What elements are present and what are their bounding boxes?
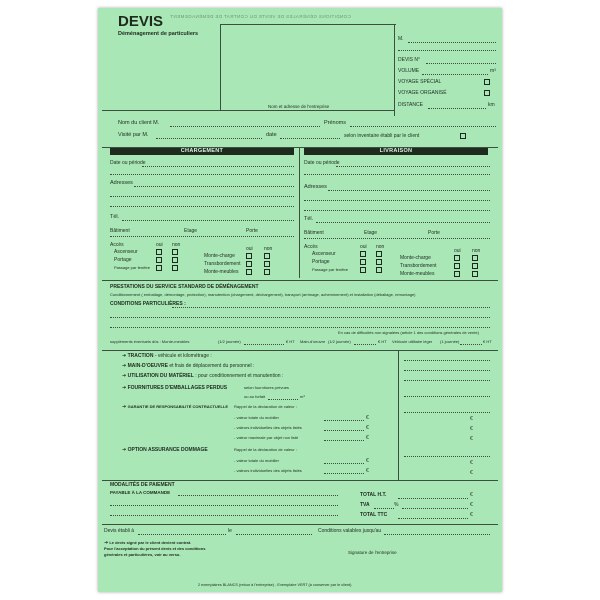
form-subtitle: Déménagement de particuliers	[118, 31, 199, 37]
livraison-oui-1: oui	[360, 244, 367, 250]
arrow-icon: ➜	[122, 385, 127, 391]
fournitures-unit: m³	[300, 394, 305, 399]
euro-1: €	[366, 415, 369, 421]
traction-desc: - véhicule et kilométrage :	[154, 353, 212, 359]
option-valeurs-listees: - valeurs individuelles des objets listés	[234, 468, 302, 473]
livraison-passage-label: Passage par fenêtre	[312, 267, 349, 272]
distance-label: DISTANCE	[398, 102, 423, 108]
garantie-label: GARANTIE DE RESPONSABILITÉ CONTRACTUELLE	[127, 404, 229, 409]
livraison-transbordement-label: Transbordement	[400, 263, 437, 269]
show-through-banner: CONDITIONS GÉNÉRALES DE VENTE DU CONTRAT DE DÉMÉNAGEMENT	[170, 14, 351, 19]
chargement-transbordement-label: Transbordement	[204, 261, 241, 267]
livraison-monte-meubles-non[interactable]	[472, 271, 478, 277]
valeur-max-field[interactable]	[324, 440, 364, 441]
chargement-passage-oui[interactable]	[156, 265, 162, 271]
note-line-2: Pour l'acceptation du présent devis et des conditions	[104, 546, 206, 551]
vehicule-label: Véhicule utilitaire léger	[392, 339, 433, 344]
conditions-particulieres-field[interactable]	[172, 307, 490, 308]
main-oeuvre-duration: (1/2 journée)	[328, 339, 351, 344]
chargement-passage-non[interactable]	[172, 265, 178, 271]
chargement-monte-meubles-oui[interactable]	[246, 269, 252, 275]
materiel-desc: : pour conditionnement et manutention :	[195, 373, 284, 379]
euro-col-5: €	[470, 470, 473, 476]
devis-le-label: le	[228, 528, 232, 534]
livraison-ascenseur-non[interactable]	[376, 251, 382, 257]
garantie-rappel: Rappel de la déclaration de valeur :	[234, 404, 297, 409]
euro-2: €	[366, 425, 369, 431]
difficultes-note: En cas de difficultés non signalées (article 1 des conditions générales de vente)	[338, 330, 479, 335]
livraison-porte-label: Porte	[428, 230, 440, 236]
chargement-monte-meubles-label: Monte-meubles	[204, 269, 239, 275]
monte-meubles-currency: € HT	[286, 339, 295, 344]
client-firstname-field[interactable]	[350, 126, 496, 127]
chargement-passage-label: Passage par fenêtre	[114, 265, 151, 270]
chargement-date-label: Date ou période	[110, 160, 146, 166]
chargement-monte-charge-non[interactable]	[264, 253, 270, 259]
volume-unit: m³	[490, 68, 496, 74]
euro-5: €	[366, 468, 369, 474]
form-title: DEVIS	[118, 13, 164, 30]
euro-3: €	[366, 435, 369, 441]
chargement-oui-1: oui	[156, 242, 163, 248]
voyage-organise-checkbox[interactable]	[484, 90, 490, 96]
livraison-oui-2: oui	[454, 248, 461, 254]
chargement-portage-non[interactable]	[172, 257, 178, 263]
validite-field[interactable]	[384, 534, 490, 535]
conditions-particulieres-label: CONDITIONS PARTICULIÈRES :	[110, 301, 186, 307]
main-oeuvre-label: MAIN-D'OEUVRE	[127, 363, 168, 369]
chargement-date-field[interactable]	[142, 166, 294, 167]
validite-label: Conditions valables jusqu'au	[318, 528, 382, 534]
total-ttc-currency: €	[470, 512, 473, 518]
chargement-address-label: Adresses	[110, 180, 133, 186]
devis-date-field[interactable]	[236, 534, 312, 535]
supplements-label: suppléments éventuels dûs : Monte-meubles	[110, 339, 190, 344]
livraison-transbordement-non[interactable]	[472, 263, 478, 269]
voyage-organise-label: VOYAGE ORGANISÉ	[398, 90, 447, 96]
livraison-monte-meubles-oui[interactable]	[454, 271, 460, 277]
materiel-price-field[interactable]	[404, 380, 490, 381]
client-firstname-label: Prénoms	[324, 120, 347, 126]
traction-label: TRACTION	[127, 353, 154, 359]
euro-col-2: €	[470, 426, 473, 432]
chargement-portage-oui[interactable]	[156, 257, 162, 263]
livraison-non-1: non	[376, 244, 385, 250]
livraison-address-label: Adresses	[304, 184, 327, 190]
paiement-title: MODALITÉS DE PAIEMENT	[110, 482, 175, 488]
visit-date-label: date	[266, 132, 277, 138]
main-oeuvre-currency: € HT	[378, 339, 387, 344]
company-caption: Nom et adresse de l'entreprise	[268, 104, 330, 109]
option-valeurs-listees-field[interactable]	[324, 473, 364, 474]
chargement-ascenseur-label: Ascenseur	[114, 249, 138, 255]
prestations-title: PRESTATIONS DU SERVICE STANDARD DE DÉMÉNAGEMENT	[110, 284, 259, 290]
main-oeuvre-supplement-label: Main-d'oeuvre	[300, 339, 326, 344]
fournitures-label: FOURNITURES D'EMBALLAGES PERDUS	[127, 385, 228, 391]
euro-col-3: €	[470, 436, 473, 442]
livraison-address-field[interactable]	[328, 190, 490, 191]
option-price-field[interactable]	[404, 456, 490, 457]
chargement-acces-label: Accès	[110, 242, 124, 248]
garantie-price-field[interactable]	[404, 412, 490, 413]
livraison-transbordement-oui[interactable]	[454, 263, 460, 269]
tva-amount-field[interactable]	[402, 508, 468, 509]
quote-form-sheet	[98, 8, 502, 592]
total-ht-field[interactable]	[398, 498, 468, 499]
chargement-portage-label: Portage	[114, 257, 132, 263]
paiement-commande: PAYABLE À LA COMMANDE	[110, 490, 171, 495]
devis-number-label: DEVIS N°	[398, 57, 421, 63]
arrow-icon: ➜	[104, 540, 109, 546]
livraison-date-label: Date ou période	[304, 160, 340, 166]
client-name-field[interactable]	[170, 126, 320, 127]
chargement-oui-2: oui	[246, 246, 253, 252]
garantie-valeur-max: - valeur maximale par objet non listé	[234, 435, 299, 440]
livraison-monte-charge-oui[interactable]	[454, 255, 460, 261]
monte-meubles-price-field[interactable]	[244, 344, 284, 345]
materiel-label: UTILISATION DU MATÉRIEL	[127, 373, 194, 379]
inventory-checkbox[interactable]	[460, 133, 466, 139]
chargement-monte-charge-oui[interactable]	[246, 253, 252, 259]
vehicule-currency: € HT	[483, 339, 492, 344]
livraison-tel-label: Tél.	[304, 216, 314, 222]
euro-col-1: €	[470, 416, 473, 422]
vehicule-duration: (1 journée)	[440, 339, 460, 344]
chargement-ascenseur-non[interactable]	[172, 249, 178, 255]
note-line-1: Le devis signé par le client devient contrat.	[109, 540, 192, 545]
voyage-special-label: VOYAGE SPÉCIAL	[398, 79, 442, 85]
vehicule-price-field[interactable]	[460, 344, 482, 345]
devis-etabli-field[interactable]	[138, 534, 226, 535]
livraison-portage-oui[interactable]	[360, 259, 366, 265]
livraison-acces-label: Accès	[304, 244, 318, 250]
livraison-monte-charge-label: Monte-charge	[400, 255, 431, 261]
total-ttc-label: TOTAL TTC	[360, 512, 388, 518]
volume-label: VOLUME	[398, 68, 420, 74]
option-valeur-totale: - valeur totale du mobilier	[234, 458, 279, 463]
traction-price-field[interactable]	[404, 360, 490, 361]
prestations-text: Conditionnement ( emballage, démontage, protection), manutention (chargement, déchargement), transport (arrimage, acheminement) et installation (déballage, remontage)	[110, 292, 416, 297]
livraison-date-field[interactable]	[336, 166, 490, 167]
distance-unit: km	[488, 102, 495, 108]
livraison-non-2: non	[472, 248, 481, 254]
livraison-ascenseur-oui[interactable]	[360, 251, 366, 257]
chargement-batiment-label: Bâtiment	[110, 228, 130, 234]
livraison-monte-meubles-label: Monte-meubles	[400, 271, 435, 277]
paiement-commande-field[interactable]	[178, 495, 338, 496]
chargement-porte-label: Porte	[246, 228, 258, 234]
chargement-monte-meubles-non[interactable]	[264, 269, 270, 275]
chargement-etage-label: Etage	[184, 228, 198, 234]
livraison-passage-non[interactable]	[376, 267, 382, 273]
livraison-passage-oui[interactable]	[360, 267, 366, 273]
chargement-monte-charge-label: Monte-charge	[204, 253, 235, 259]
garantie-valeurs-listees: - valeurs individuelles des objets listés	[234, 425, 302, 430]
livraison-batiment-label: Bâtiment	[304, 230, 324, 236]
euro-col-4: €	[470, 460, 473, 466]
fournitures-forfait-field[interactable]	[268, 399, 298, 400]
chargement-header: CHARGEMENT	[110, 148, 294, 155]
visited-by-label: Visité par M.	[118, 132, 149, 138]
livraison-monte-charge-non[interactable]	[472, 255, 478, 261]
chargement-tel-label: Tél.	[110, 214, 120, 220]
fournitures-desc1: selon fournitures prévues	[244, 385, 289, 390]
voyage-special-checkbox[interactable]	[484, 79, 490, 85]
arrow-icon: ➜	[122, 363, 127, 369]
tva-percent: %	[394, 502, 399, 508]
fournitures-desc2: ou au forfait	[244, 394, 266, 399]
devis-etabli-label: Devis établi à	[104, 528, 135, 534]
arrow-icon: ➜	[122, 353, 127, 359]
total-ht-currency: €	[470, 492, 473, 498]
chargement-ascenseur-oui[interactable]	[156, 249, 162, 255]
client-name-label: Nom du client M.	[118, 120, 160, 126]
tva-currency: €	[470, 502, 473, 508]
chargement-transbordement-oui[interactable]	[246, 261, 252, 267]
total-ttc-field[interactable]	[398, 518, 468, 519]
signature-label: Signature de l'entreprise	[348, 550, 397, 555]
option-rappel: Rappel de la déclaration de valeur :	[234, 447, 297, 452]
livraison-tel-field[interactable]	[316, 222, 490, 223]
main-oeuvre-desc: et frais de déplacement du personnel :	[169, 363, 255, 369]
arrow-icon: ➜	[122, 373, 127, 379]
livraison-etage-label: Etage	[364, 230, 378, 236]
livraison-portage-label: Portage	[312, 259, 330, 265]
arrow-icon: ➜	[122, 404, 127, 410]
option-valeur-totale-field[interactable]	[324, 463, 364, 464]
valeur-totale-field[interactable]	[324, 420, 364, 421]
monte-meubles-duration: (1/2 journée)	[218, 339, 241, 344]
visit-date-field[interactable]	[280, 138, 340, 139]
tva-rate-field[interactable]	[374, 508, 394, 509]
total-ht-label: TOTAL H.T.	[360, 492, 387, 498]
chargement-non-2: non	[264, 246, 273, 252]
recipient-label: M.	[398, 36, 404, 42]
visited-by-field[interactable]	[156, 138, 262, 139]
chargement-transbordement-non[interactable]	[264, 261, 270, 267]
livraison-ascenseur-label: Ascenseur	[312, 251, 336, 257]
livraison-header: LIVRAISON	[304, 148, 488, 155]
note-line-3: générales et particulières, voir au verso.	[104, 552, 181, 557]
euro-4: €	[366, 458, 369, 464]
chargement-tel-field[interactable]	[122, 220, 294, 221]
inventory-label: selon inventaire établi par le client	[344, 133, 420, 139]
arrow-icon: ➜	[122, 447, 127, 453]
tva-label: TVA	[360, 502, 370, 508]
valeurs-listees-field[interactable]	[324, 430, 364, 431]
chargement-address-field[interactable]	[134, 186, 294, 187]
garantie-valeur-totale: - valeur totale du mobilier	[234, 415, 279, 420]
main-oeuvre-price-field[interactable]	[354, 344, 376, 345]
chargement-non-1: non	[172, 242, 181, 248]
fournitures-price-field[interactable]	[404, 396, 490, 397]
option-assurance-label: OPTION ASSURANCE DOMMAGE	[127, 447, 208, 453]
main-oeuvre-price-field[interactable]	[404, 370, 490, 371]
livraison-portage-non[interactable]	[376, 259, 382, 265]
copies-note: 2 exemplaires BLANCS (retour à l'entreprise) - Exemplaire VERT (à conserver par le client).	[198, 583, 353, 587]
